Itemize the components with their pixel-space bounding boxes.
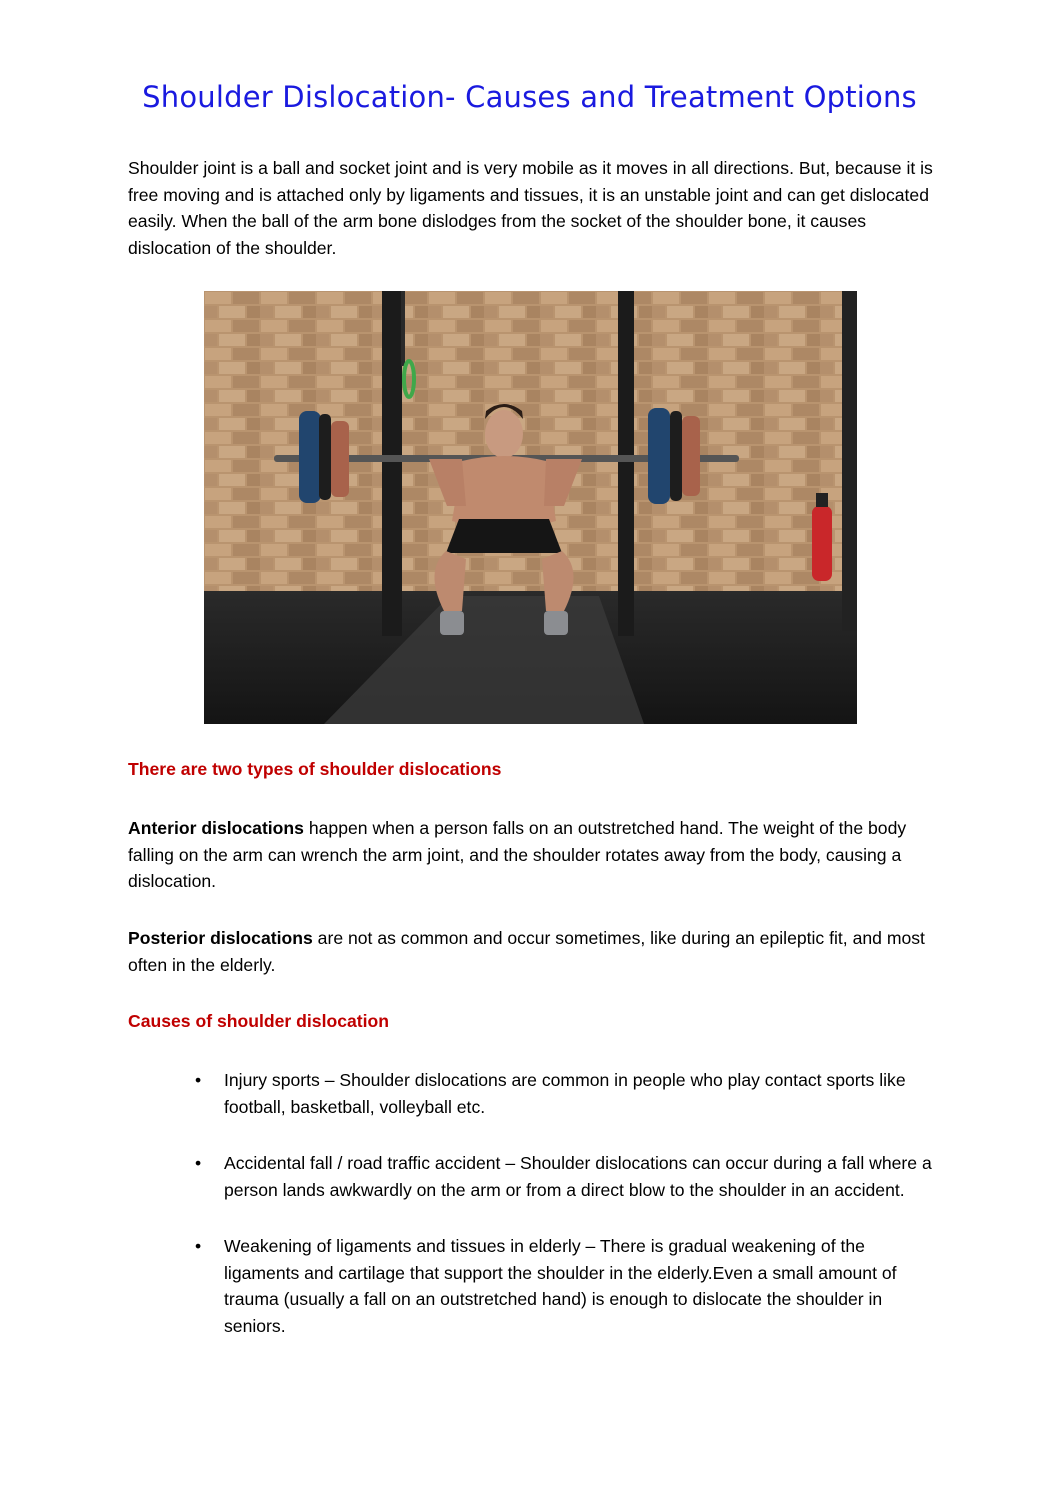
list-item xyxy=(195,1233,935,1339)
anterior-text: happen when a person falls on an outstretched hand. The weight of the body falling on the arm can wrench the arm joint, and the shoulder rotates away from the body, causing a dislocation. xyxy=(128,818,907,891)
section-heading-types: There are two types of shoulder dislocations xyxy=(128,759,502,779)
bullet-icon: • xyxy=(195,1236,202,1256)
weightlifter-illustration xyxy=(204,291,857,724)
anterior-paragraph xyxy=(128,815,938,895)
list-item-text: Weakening of ligaments and tissues in elderly – There is gradual weakening of the ligaments and cartilage that support the shoulder in the elderly.Even a small amount of trauma (usually a fall on an outstretched hand) is enough to dislocate the shoulder in seniors. xyxy=(224,1236,897,1336)
intro-paragraph: Shoulder joint is a ball and socket joint and is very mobile as it moves in all directions. But, because it is free moving and is attached only by ligaments and tissues, it is an unstable joint and can get dislocated easily. When the ball of the arm bone dislodges from the socket of the shoulder bone, it causes dislocation of the shoulder. xyxy=(128,158,933,258)
list-item-text: Accidental fall / road traffic accident – Shoulder dislocations can occur during a fall where a person lands awkwardly on the arm or from a direct blow to the shoulder in an accident. xyxy=(224,1153,932,1200)
section-heading-causes: Causes of shoulder dislocation xyxy=(128,1011,390,1031)
list-item xyxy=(195,1067,935,1120)
list-item-text: Injury sports – Shoulder dislocations are common in people who play contact sports like football, basketball, volleyball etc. xyxy=(224,1070,906,1117)
bullet-icon: • xyxy=(195,1070,202,1090)
weightlifter-photo xyxy=(204,291,857,724)
anterior-term: Anterior dislocations xyxy=(128,818,304,838)
posterior-text: are not as common and occur sometimes, like during an epileptic fit, and most often in the elderly. xyxy=(128,928,925,975)
list-item xyxy=(195,1150,935,1203)
posterior-paragraph xyxy=(128,925,938,978)
page-title: Shoulder Dislocation- Causes and Treatment Options xyxy=(142,80,917,114)
bullet-icon: • xyxy=(195,1153,202,1173)
posterior-term: Posterior dislocations xyxy=(128,928,313,948)
causes-list xyxy=(195,1067,935,1369)
